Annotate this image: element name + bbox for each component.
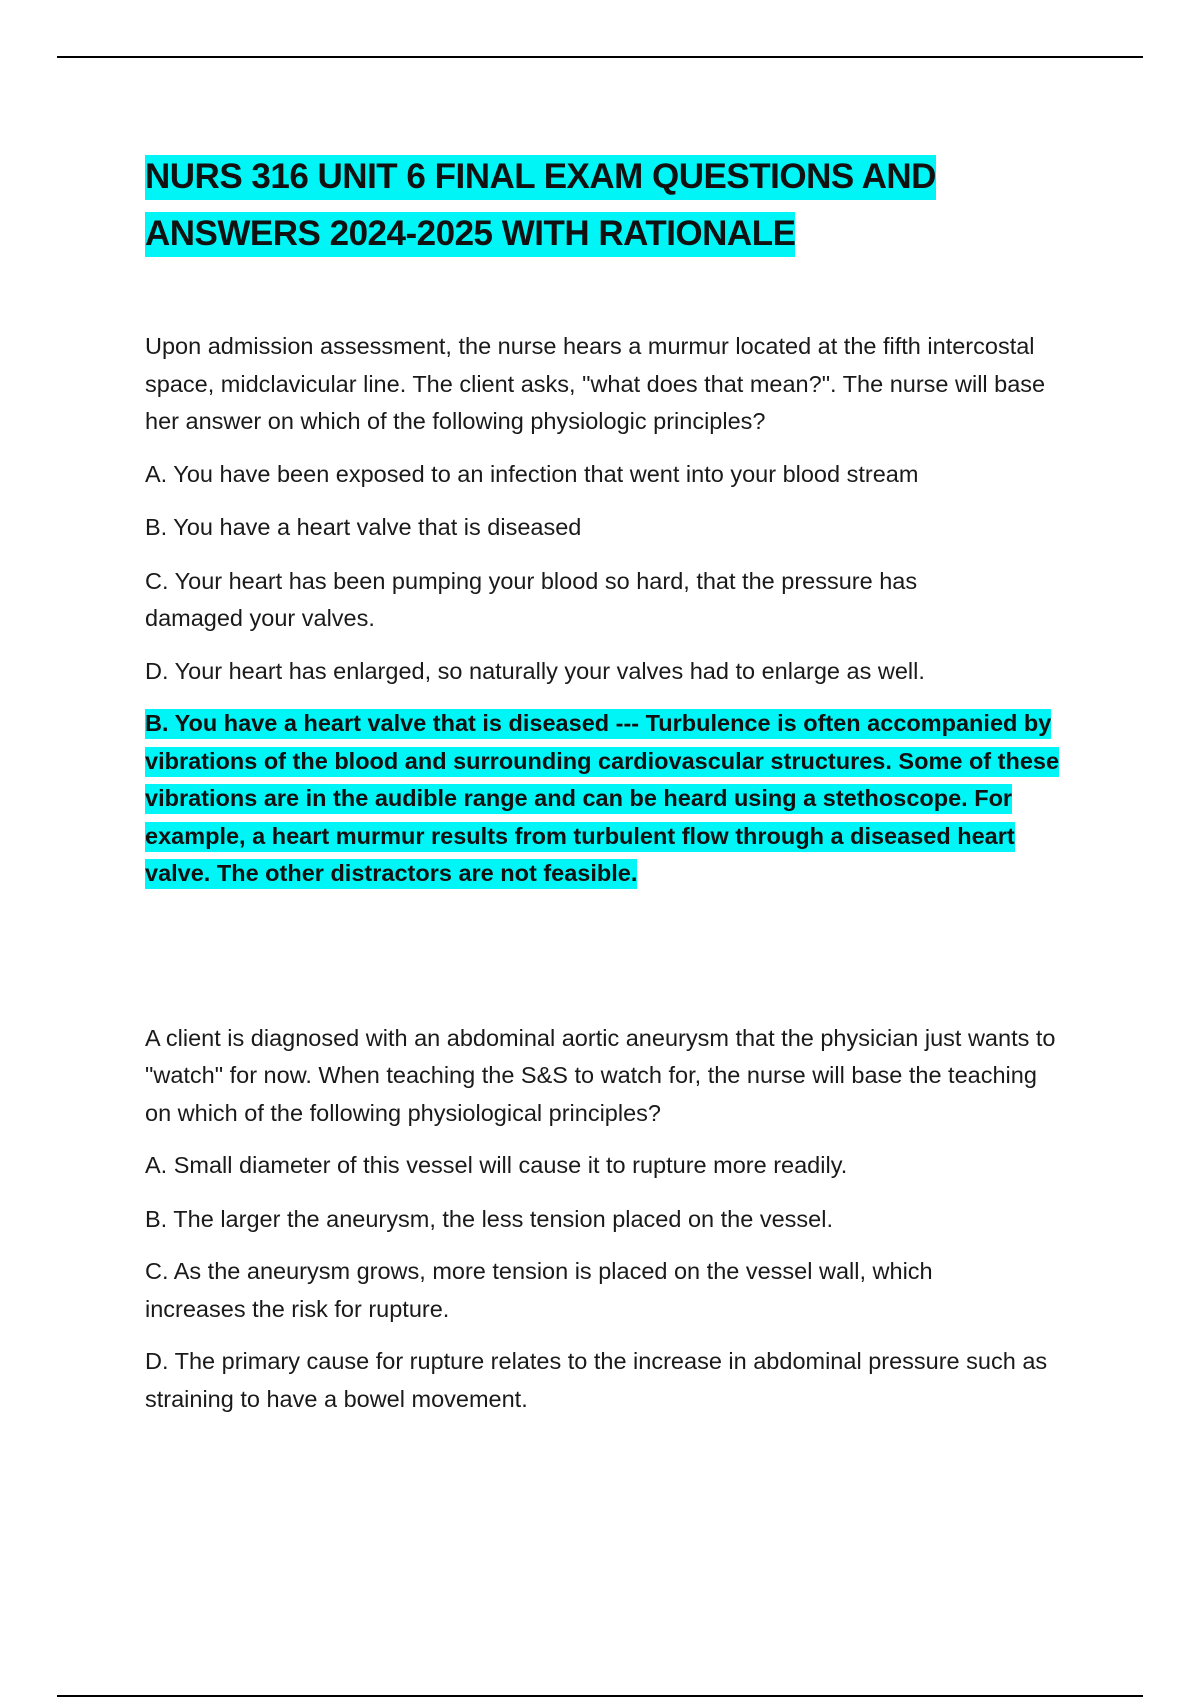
document-title xyxy=(145,148,1085,262)
question-2-option-d: D. The primary cause for rupture relates to the increase in abdominal pressure such as straining to have a bowel movement. xyxy=(145,1348,1048,1412)
question-2-option-c: C. As the aneurysm grows, more tension is placed on the vessel wall, which increases the risk for rupture. xyxy=(145,1258,933,1322)
question-block-2 xyxy=(145,1020,1085,1419)
header-rule xyxy=(57,56,1143,58)
answer-highlight: B. You have a heart valve that is diseased --- Turbulence is often accompanied by vibrations of the blood and surrounding cardiovascular structures. Some of these vibrations are in the audible range and can be heard using a stethoscope. For example, a heart murmur results from turbulent flow through a diseased heart valve. The other distractors are not feasible. xyxy=(145,709,1059,889)
question-block-1 xyxy=(145,328,1085,893)
footer-rule xyxy=(57,1695,1143,1697)
question-1-option-a: A. You have been exposed to an infection that went into your blood stream xyxy=(145,460,919,487)
question-1-option-c: C. Your heart has been pumping your blood so hard, that the pressure has damaged your valves. xyxy=(145,567,918,631)
question-stem-2: A client is diagnosed with an abdominal aortic aneurysm that the physician just wants to "watch" for now. When teaching the S&S to watch for, the nurse will base the teaching on which of the following physiological principles? xyxy=(145,1024,1056,1126)
question-1-option-d: D. Your heart has enlarged, so naturally your valves had to enlarge as well. xyxy=(145,657,925,684)
title-highlight: NURS 316 UNIT 6 FINAL EXAM QUESTIONS AND ANSWERS 2024-2025 WITH RATIONALE xyxy=(145,155,936,257)
question-2-option-a: A. Small diameter of this vessel will cause it to rupture more readily. xyxy=(145,1152,848,1178)
question-1-answer-rationale xyxy=(145,705,1080,893)
document-body xyxy=(145,148,1085,1418)
question-1-option-b: B. You have a heart valve that is diseased xyxy=(145,514,582,540)
question-stem-1: Upon admission assessment, the nurse hears a murmur located at the fifth intercostal space, midclavicular line. The client asks, "what does that mean?". The nurse will base her answer on which of the following physiologic principles? xyxy=(145,333,1046,434)
question-2-option-b: B. The larger the aneurysm, the less tension placed on the vessel. xyxy=(145,1205,833,1232)
